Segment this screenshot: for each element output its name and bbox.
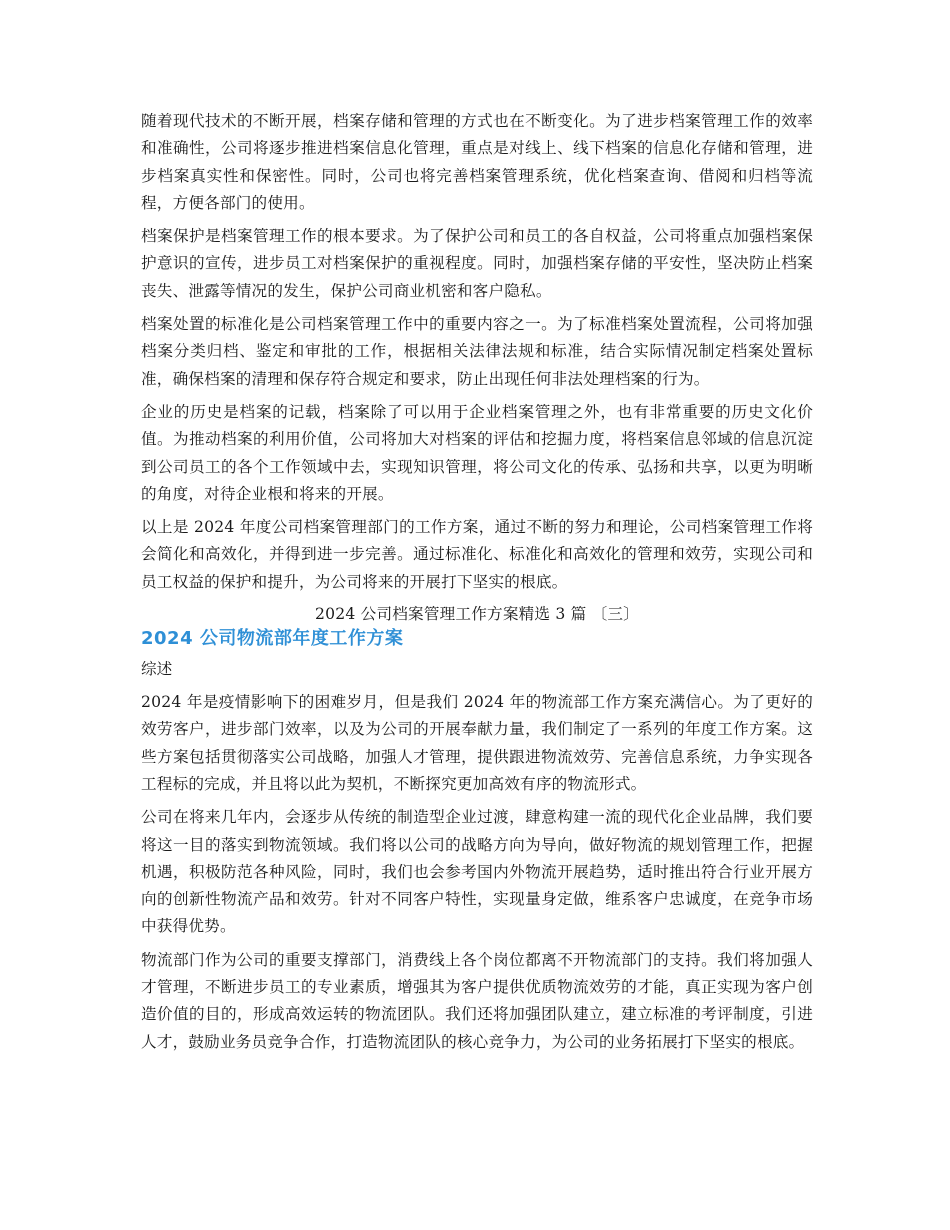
subheading: 综述	[141, 660, 173, 679]
paragraph: 以上是 2024 年度公司档案管理部门的工作方案，通过不断的努力和理论，公司档案管理工作将会简化和高效化，并得到进一步完善。通过标准化、标准化和高效化的管理和效劳，实现公司和员工权益的保护和提升，为公司将来的开展打下坚实的根底。	[141, 518, 813, 591]
paragraph: 物流部门作为公司的重要支撑部门，消费线上各个岗位都离不开物流部门的支持。我们将加强人才管理，不断进步员工的专业素质，增强其为客户提供优质物流效劳的才能，真正实现为客户创造价值的目的，形成高效运转的物流团队。我们还将加强团队建立，建立标准的考评制度，引进人才，鼓励业务员竞争合作，打造物流团队的核心竞争力，为公司的业务拓展打下坚实的根底。	[141, 950, 813, 1051]
paragraph: 2024 年是疫情影响下的困难岁月，但是我们 2024 年的物流部工作方案充满信心。为了更好的效劳客户，进步部门效率，以及为公司的开展奉献力量，我们制定了一系列的年度工作方案。这些方案包括贯彻落实公司战略，加强人才管理，提供跟进物流效劳、完善信息系统，力争实现各工程标的完成，并且将以此为契机，不断探究更加高效有序的物流形式。	[141, 693, 813, 793]
paragraph: 公司在将来几年内，会逐步从传统的制造型企业过渡，肆意构建一流的现代化企业品牌，我们要将这一目的落实到物流领域。我们将以公司的战略方向为导向，做好物流的规划管理工作，把握机遇，积极防范各种风险，同时，我们也会参考国内外物流开展趋势，适时推出符合行业开展方向的创新性物流产品和效劳。针对不同客户特性，实现量身定做，维系客户忠诚度，在竞争市场中获得优势。	[141, 808, 813, 936]
paragraph: 随着现代技术的不断开展，档案存储和管理的方式也在不断变化。为了进步档案管理工作的效率和准确性，公司将逐步推进档案信息化管理，重点是对线上、线下档案的信息化存储和管理，进步档案真实性和保密性。同时，公司也将完善档案管理系统，优化档案查询、借阅和归档等流程，方便各部门的使用。	[141, 112, 813, 212]
paragraph: 档案处置的标准化是公司档案管理工作中的重要内容之一。为了标准档案处置流程，公司将加强档案分类归档、鉴定和审批的工作，根据相关法律法规和标准，结合实际情况制定档案处置标准，确保档案的清理和保存符合规定和要求，防止出现任何非法处理档案的行为。	[141, 315, 813, 388]
section-title: 2024 公司档案管理工作方案精选 3 篇 〔三〕	[315, 605, 639, 624]
heading: 2024 公司物流部年度工作方案	[141, 628, 404, 650]
paragraph: 企业的历史是档案的记载，档案除了可以用于企业档案管理之外，也有非常重要的历史文化价值。为推动档案的利用价值，公司将加大对档案的评估和挖掘力度，将档案信息邻域的信息沉淀到公司员工的各个工作领域中去，实现知识管理，将公司文化的传承、弘扬和共享，以更为明晰的角度，对待企业根和将来的开展。	[141, 402, 813, 503]
document-page	[141, 108, 813, 1062]
paragraph: 档案保护是档案管理工作的根本要求。为了保护公司和员工的各自权益，公司将重点加强档案保护意识的宣传，进步员工对档案保护的重视程度。同时，加强档案存储的平安性，坚决防止档案丧失、泄露等情况的发生，保护公司商业机密和客户隐私。	[141, 227, 813, 300]
